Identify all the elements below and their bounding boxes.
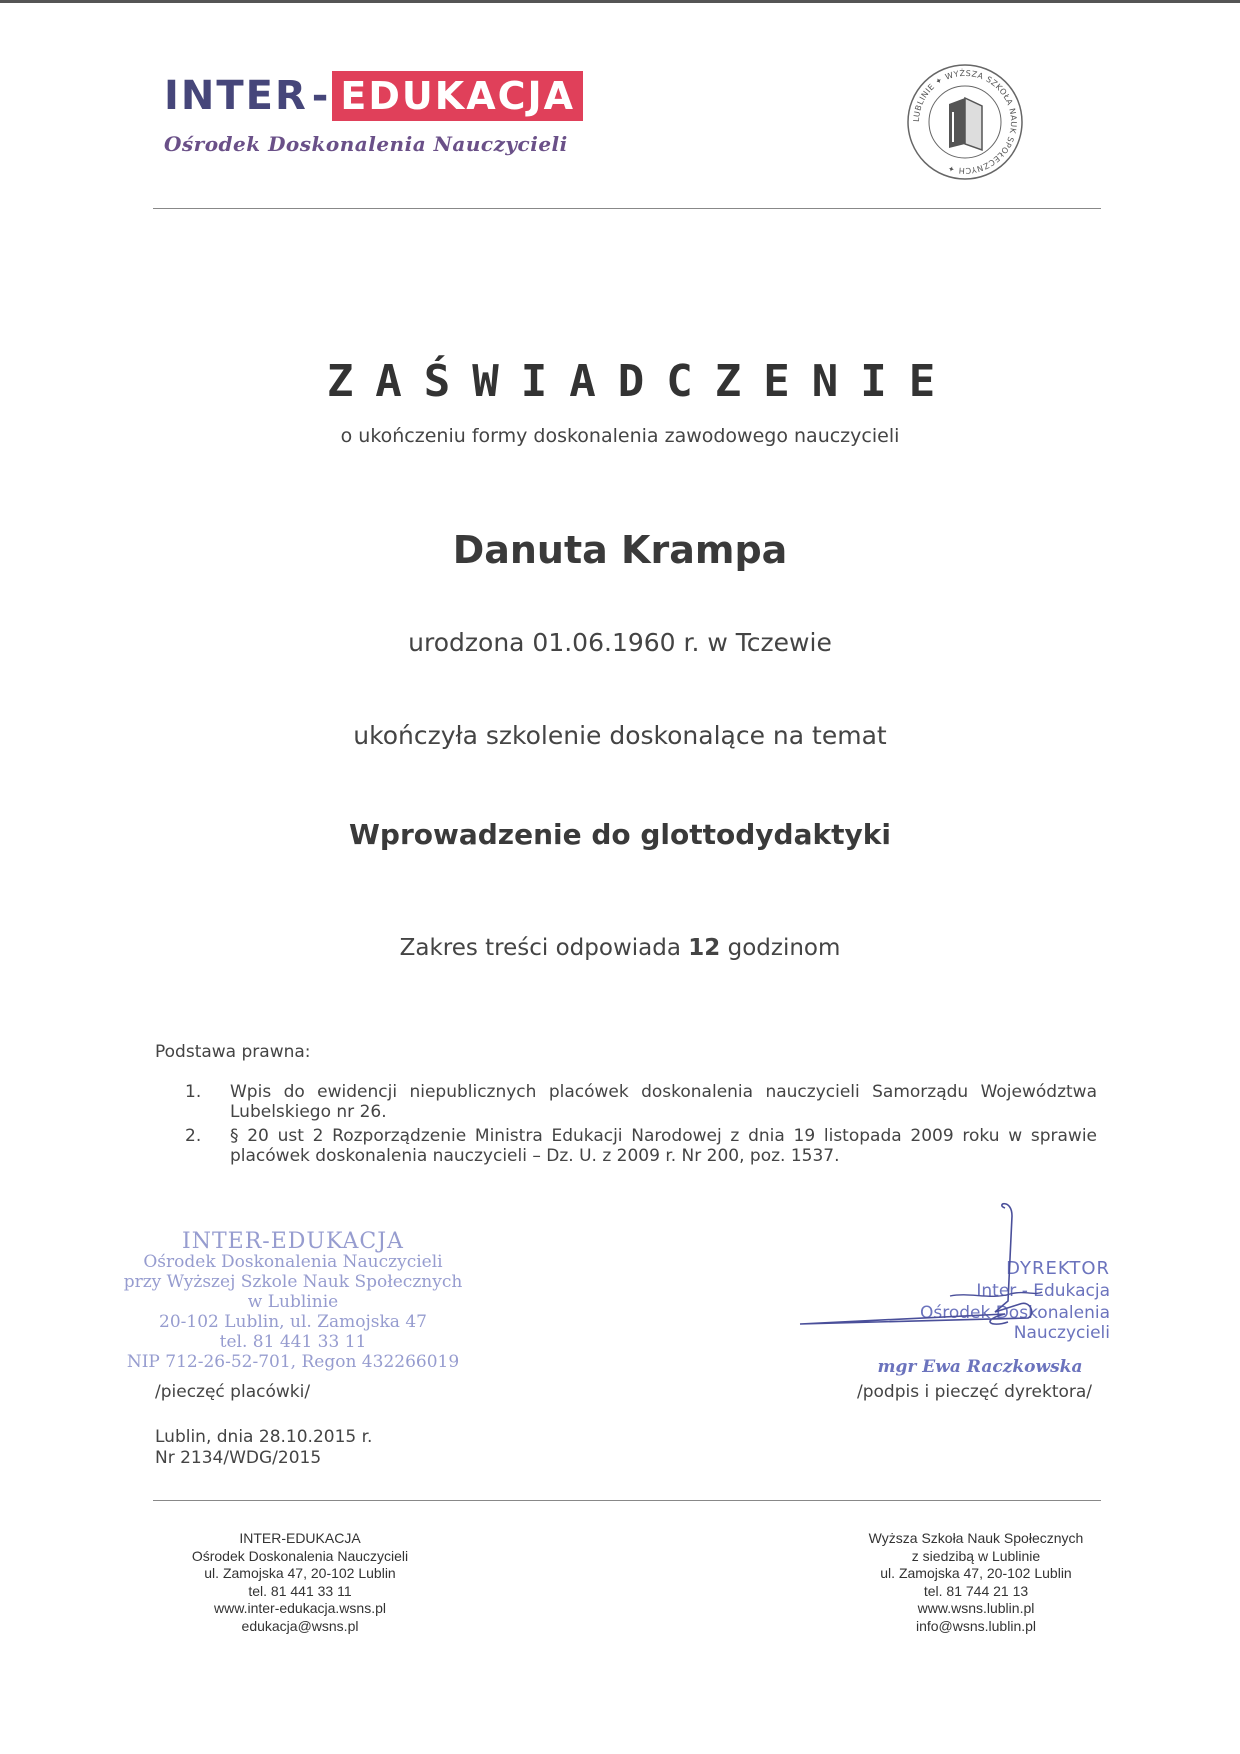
logo-subtitle: Ośrodek Doskonalenia Nauczycieli — [164, 132, 568, 156]
birth-info: urodzona 01.06.1960 r. w Tczewie — [408, 628, 832, 657]
scope-suffix: godzinom — [727, 935, 841, 961]
stamp-line: NIP 712-26-52-701, Regon 432266019 — [126, 1352, 460, 1372]
seal-ring-text: LUBLINIE ✦ WYŻSZA SZKOŁA NAUK SPOŁECZNYCH ✦ — [911, 68, 1019, 176]
stamp-line: INTER-EDUKACJA — [182, 1229, 404, 1254]
director-unit: Ośrodek Doskonalenia Nauczycieli — [919, 1303, 1110, 1343]
logo-word-edukacja: EDUKACJA — [332, 71, 583, 121]
issue-info — [155, 1427, 372, 1469]
director-org: Inter - Edukacja — [976, 1281, 1110, 1301]
stamp-line: Ośrodek Doskonalenia Nauczycieli — [143, 1252, 443, 1272]
footer-line: ul. Zamojska 47, 20-102 Lublin — [204, 1565, 396, 1581]
director-title: DYREKTOR — [1006, 1258, 1110, 1279]
legal-basis-label: Podstawa prawna: — [155, 1042, 311, 1062]
scope-text — [0, 935, 1240, 961]
scope-hours: 12 — [688, 935, 721, 961]
document-title: ZAŚWIADCZENIE — [326, 356, 958, 407]
footer-line: tel. 81 441 33 11 — [248, 1582, 352, 1599]
director-signature — [780, 1196, 1120, 1346]
book-icon — [949, 98, 982, 150]
top-border — [0, 0, 1240, 3]
footer-left — [130, 1530, 470, 1635]
header-rule — [153, 208, 1101, 209]
inter-edukacja-logo — [164, 68, 584, 158]
scope-prefix: Zakres treści odpowiada — [399, 935, 681, 961]
place-date: Lublin, dnia 28.10.2015 r. — [155, 1427, 373, 1447]
footer-line: www.inter-edukacja.wsns.pl — [214, 1600, 386, 1616]
list-item — [185, 1126, 1097, 1166]
list-item-number: 1. — [185, 1082, 202, 1102]
footer-line: INTER-EDUKACJA — [239, 1530, 361, 1546]
stamp-caption: /pieczęć placówki/ — [155, 1382, 311, 1402]
institution-stamp — [118, 1229, 468, 1372]
stamp-line: przy Wyższej Szkole Nauk Społecznych — [123, 1272, 463, 1292]
footer-line: Wyższa Szkoła Nauk Społecznych — [868, 1530, 1084, 1546]
footer-line: edukacja@wsns.pl — [241, 1617, 359, 1634]
training-topic: Wprowadzenie do glottodydaktyki — [349, 818, 891, 851]
legal-basis-list — [185, 1082, 1097, 1170]
footer-line: info@wsns.lublin.pl — [915, 1617, 1037, 1634]
logo-word-inter: INTER — [164, 73, 308, 119]
document-number: Nr 2134/WDG/2015 — [155, 1448, 322, 1468]
list-item-text: § 20 ust 2 Rozporządzenie Ministra Edukacji Narodowej z dnia 19 listopada 2009 roku w sprawie placówek doskonalenia nauczycieli – Dz. U. z 2009 r. Nr 200, poz. 1537. — [230, 1126, 1097, 1166]
wsns-seal — [905, 62, 1025, 182]
footer-line: z siedzibą w Lublinie — [911, 1547, 1041, 1564]
list-item — [185, 1082, 1097, 1122]
recipient-name: Danuta Krampa — [452, 528, 788, 572]
footer-rule — [153, 1500, 1101, 1501]
footer-right — [806, 1530, 1146, 1635]
list-item-number: 2. — [185, 1126, 202, 1146]
stamp-line: w Lublinie — [247, 1292, 339, 1312]
completion-text: ukończyła szkolenie doskonalące na temat — [353, 721, 887, 750]
document-subtitle: o ukończeniu formy doskonalenia zawodowego nauczycieli — [340, 425, 900, 447]
list-item-text: Wpis do ewidencji niepublicznych placówek doskonalenia nauczycieli Samorządu Województwa Lubelskiego nr 26. — [230, 1082, 1097, 1122]
stamp-line: tel. 81 441 33 11 — [219, 1332, 367, 1352]
stamp-line: 20-102 Lublin, ul. Zamojska 47 — [159, 1312, 427, 1332]
footer-line: www.wsns.lublin.pl — [917, 1600, 1035, 1616]
footer-line: tel. 81 744 21 13 — [923, 1582, 1029, 1599]
footer-line: ul. Zamojska 47, 20-102 Lublin — [880, 1565, 1072, 1581]
director-name: mgr Ewa Raczkowska — [877, 1357, 1083, 1377]
director-caption: /podpis i pieczęć dyrektora/ — [857, 1382, 1093, 1402]
footer-line: Ośrodek Doskonalenia Nauczycieli — [191, 1547, 409, 1564]
logo-dash: - — [311, 73, 329, 119]
